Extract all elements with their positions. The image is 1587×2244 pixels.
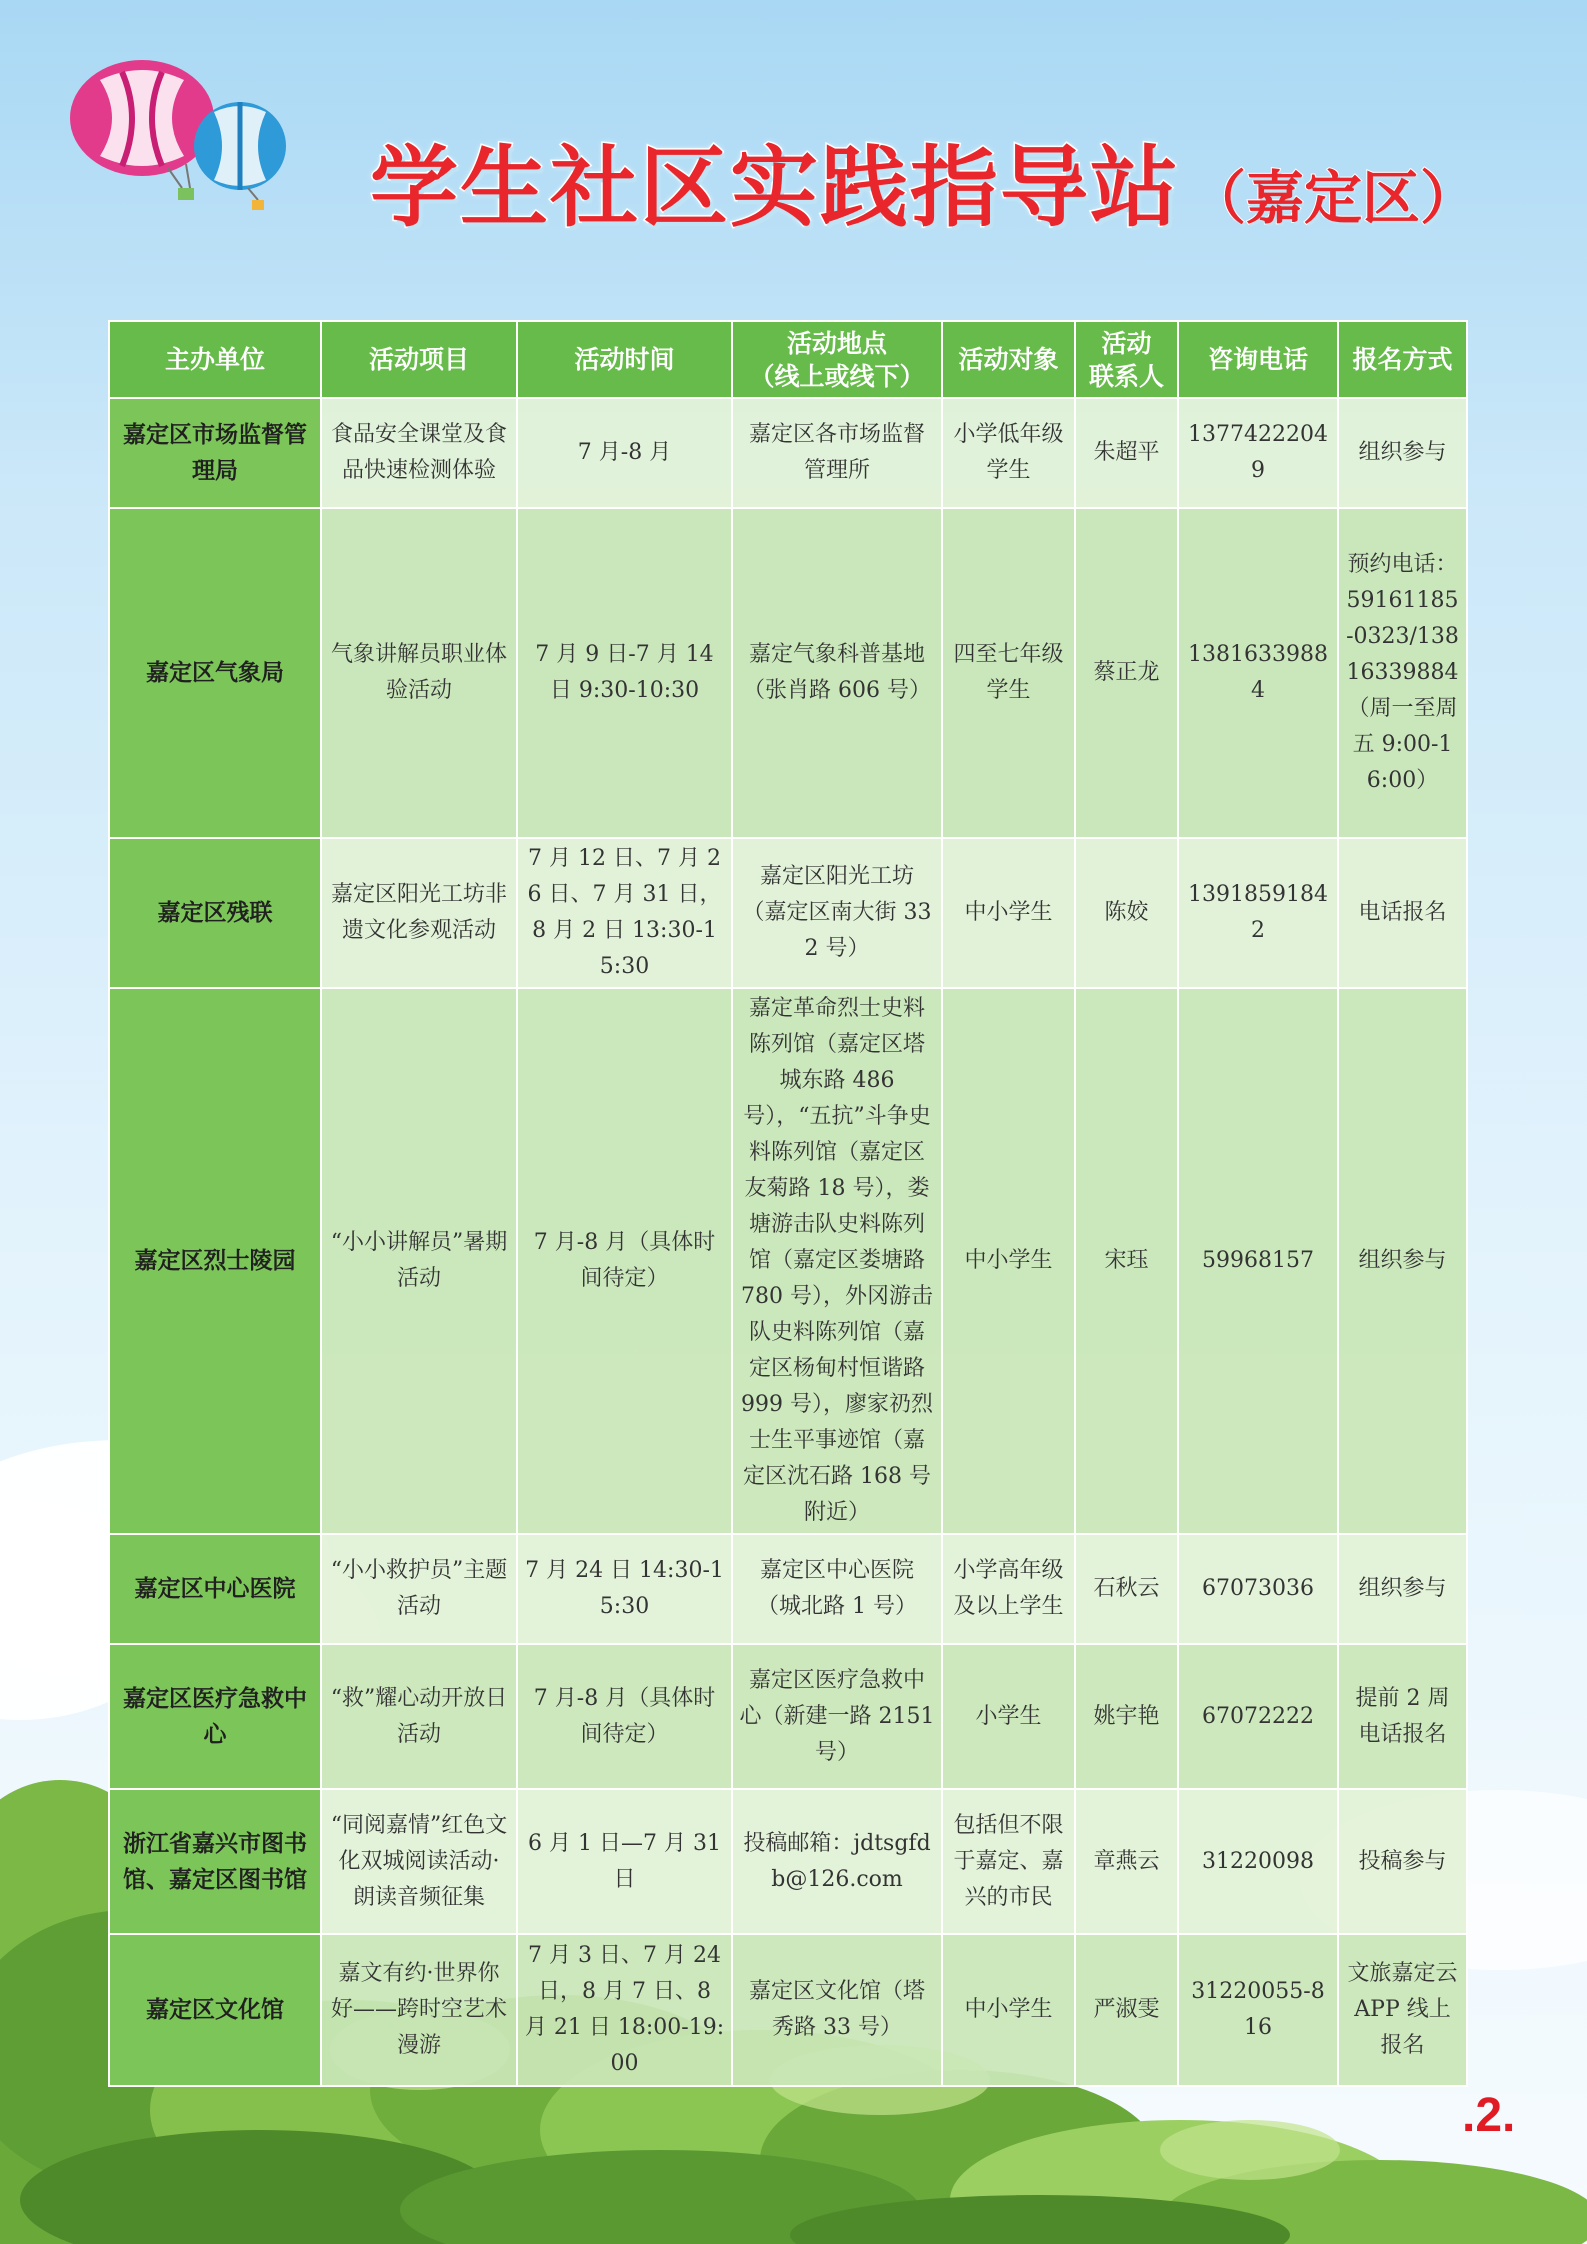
cell-place: 嘉定区各市场监督管理所 (732, 398, 942, 508)
header-place-line1: 活动地点 (786, 328, 887, 358)
cell-phone: 13816339884 (1178, 508, 1338, 838)
header-unit: 主办单位 (109, 321, 321, 398)
header-target: 活动对象 (942, 321, 1075, 398)
cell-target: 中小学生 (942, 988, 1075, 1534)
cell-signup: 组织参与 (1338, 1534, 1467, 1644)
cell-phone: 67072222 (1178, 1644, 1338, 1789)
cell-target: 小学低年级学生 (942, 398, 1075, 508)
cell-project: 嘉定区阳光工坊非遗文化参观活动 (321, 838, 517, 988)
cell-signup: 组织参与 (1338, 988, 1467, 1534)
cell-phone: 31220098 (1178, 1789, 1338, 1934)
cell-unit: 嘉定区文化馆 (109, 1934, 321, 2086)
cell-contact: 章燕云 (1075, 1789, 1178, 1934)
cell-place: 嘉定革命烈士史料陈列馆（嘉定区塔城东路 486 号），“五抗”斗争史料陈列馆（嘉定区友菊路 18 号），娄塘游击队史料陈列馆（嘉定区娄塘路 780 号），外冈游击队史料陈列馆（嘉定区杨甸村恒谐路 999 号），廖家礽烈士生平事迹馆（嘉定区沈石路 168 号附近） (732, 988, 942, 1534)
header-project: 活动项目 (321, 321, 517, 398)
cell-time: 7 月 3 日、7 月 24 日，8 月 7 日、8 月 21 日 18:00-19:00 (517, 1934, 732, 2086)
title-district: （嘉定区） (1188, 164, 1479, 232)
cell-place: 投稿邮箱：jdtsgfdb@126.com (732, 1789, 942, 1934)
cell-project: “小小讲解员”暑期活动 (321, 988, 517, 1534)
cell-unit: 嘉定区市场监督管理局 (109, 398, 321, 508)
cell-signup: 电话报名 (1338, 838, 1467, 988)
cell-signup: 组织参与 (1338, 398, 1467, 508)
table-row (109, 508, 1467, 838)
cell-phone: 67073036 (1178, 1534, 1338, 1644)
page-number: .2. (1462, 2089, 1516, 2142)
cell-place: 嘉定区阳光工坊（嘉定区南大街 332 号） (732, 838, 942, 988)
cell-unit: 嘉定区残联 (109, 838, 321, 988)
header-time: 活动时间 (517, 321, 732, 398)
cell-time: 7 月-8 月 (517, 398, 732, 508)
cell-time: 7 月 12 日、7 月 26 日、7 月 31 日，8 月 2 日 13:30-15:30 (517, 838, 732, 988)
cell-contact: 宋珏 (1075, 988, 1178, 1534)
cell-contact: 严淑雯 (1075, 1934, 1178, 2086)
cell-unit: 嘉定区烈士陵园 (109, 988, 321, 1534)
poster-title (370, 118, 1479, 239)
table-row (109, 988, 1467, 1534)
cell-signup: 文旅嘉定云 APP 线上报名 (1338, 1934, 1467, 2086)
cell-unit: 嘉定区医疗急救中心 (109, 1644, 321, 1789)
cell-time: 6 月 1 日—7 月 31 日 (517, 1789, 732, 1934)
cell-unit: 浙江省嘉兴市图书馆、嘉定区图书馆 (109, 1789, 321, 1934)
table-header-row (109, 321, 1467, 398)
header-signup: 报名方式 (1338, 321, 1467, 398)
cell-time: 7 月-8 月（具体时间待定） (517, 1644, 732, 1789)
cell-time: 7 月-8 月（具体时间待定） (517, 988, 732, 1534)
cell-target: 小学高年级及以上学生 (942, 1534, 1075, 1644)
table-row (109, 1644, 1467, 1789)
cell-contact: 朱超平 (1075, 398, 1178, 508)
header-place (732, 321, 942, 398)
cell-project: “小小救护员”主题活动 (321, 1534, 517, 1644)
cell-place: 嘉定区医疗急救中心（新建一路 2151 号） (732, 1644, 942, 1789)
cell-project: 嘉文有约·世界你好——跨时空艺术漫游 (321, 1934, 517, 2086)
header-contact (1075, 321, 1178, 398)
cell-project: 食品安全课堂及食品快速检测体验 (321, 398, 517, 508)
header-contact-line2: 联系人 (1088, 361, 1164, 391)
cell-signup: 投稿参与 (1338, 1789, 1467, 1934)
table-row (109, 1534, 1467, 1644)
cell-place: 嘉定区中心医院（城北路 1 号） (732, 1534, 942, 1644)
cell-contact: 姚宇艳 (1075, 1644, 1178, 1789)
cell-time: 7 月 9 日-7 月 14 日 9:30-10:30 (517, 508, 732, 838)
header-phone: 咨询电话 (1178, 321, 1338, 398)
cell-target: 小学生 (942, 1644, 1075, 1789)
cell-contact: 陈姣 (1075, 838, 1178, 988)
cell-target: 中小学生 (942, 1934, 1075, 2086)
cell-phone: 31220055-816 (1178, 1934, 1338, 2086)
cell-project: “同阅嘉情”红色文化双城阅读活动·朗读音频征集 (321, 1789, 517, 1934)
header-contact-line1: 活动 (1101, 328, 1152, 358)
cell-target: 包括但不限于嘉定、嘉兴的市民 (942, 1789, 1075, 1934)
table-row (109, 1789, 1467, 1934)
cell-phone: 13918591842 (1178, 838, 1338, 988)
cell-target: 四至七年级学生 (942, 508, 1075, 838)
activity-table (108, 320, 1468, 2087)
cell-unit: 嘉定区气象局 (109, 508, 321, 838)
cell-phone: 13774222049 (1178, 398, 1338, 508)
cell-project: “救”耀心动开放日活动 (321, 1644, 517, 1789)
cell-phone: 59968157 (1178, 988, 1338, 1534)
table-row (109, 1934, 1467, 2086)
table-row (109, 838, 1467, 988)
cell-signup: 预约电话：59161185-0323/13816339884（周一至周五 9:00-16:00） (1338, 508, 1467, 838)
hot-air-balloon-icon (70, 60, 286, 210)
title-main: 学生社区实践指导站 (370, 136, 1181, 239)
cell-signup: 提前 2 周电话报名 (1338, 1644, 1467, 1789)
cell-contact: 石秋云 (1075, 1534, 1178, 1644)
cell-unit: 嘉定区中心医院 (109, 1534, 321, 1644)
cell-project: 气象讲解员职业体验活动 (321, 508, 517, 838)
header-place-line2: （线上或线下） (749, 361, 925, 391)
cell-place: 嘉定气象科普基地（张肖路 606 号） (732, 508, 942, 838)
cell-place: 嘉定区文化馆（塔秀路 33 号） (732, 1934, 942, 2086)
cell-time: 7 月 24 日 14:30-15:30 (517, 1534, 732, 1644)
cell-target: 中小学生 (942, 838, 1075, 988)
table-row (109, 398, 1467, 508)
cell-contact: 蔡正龙 (1075, 508, 1178, 838)
